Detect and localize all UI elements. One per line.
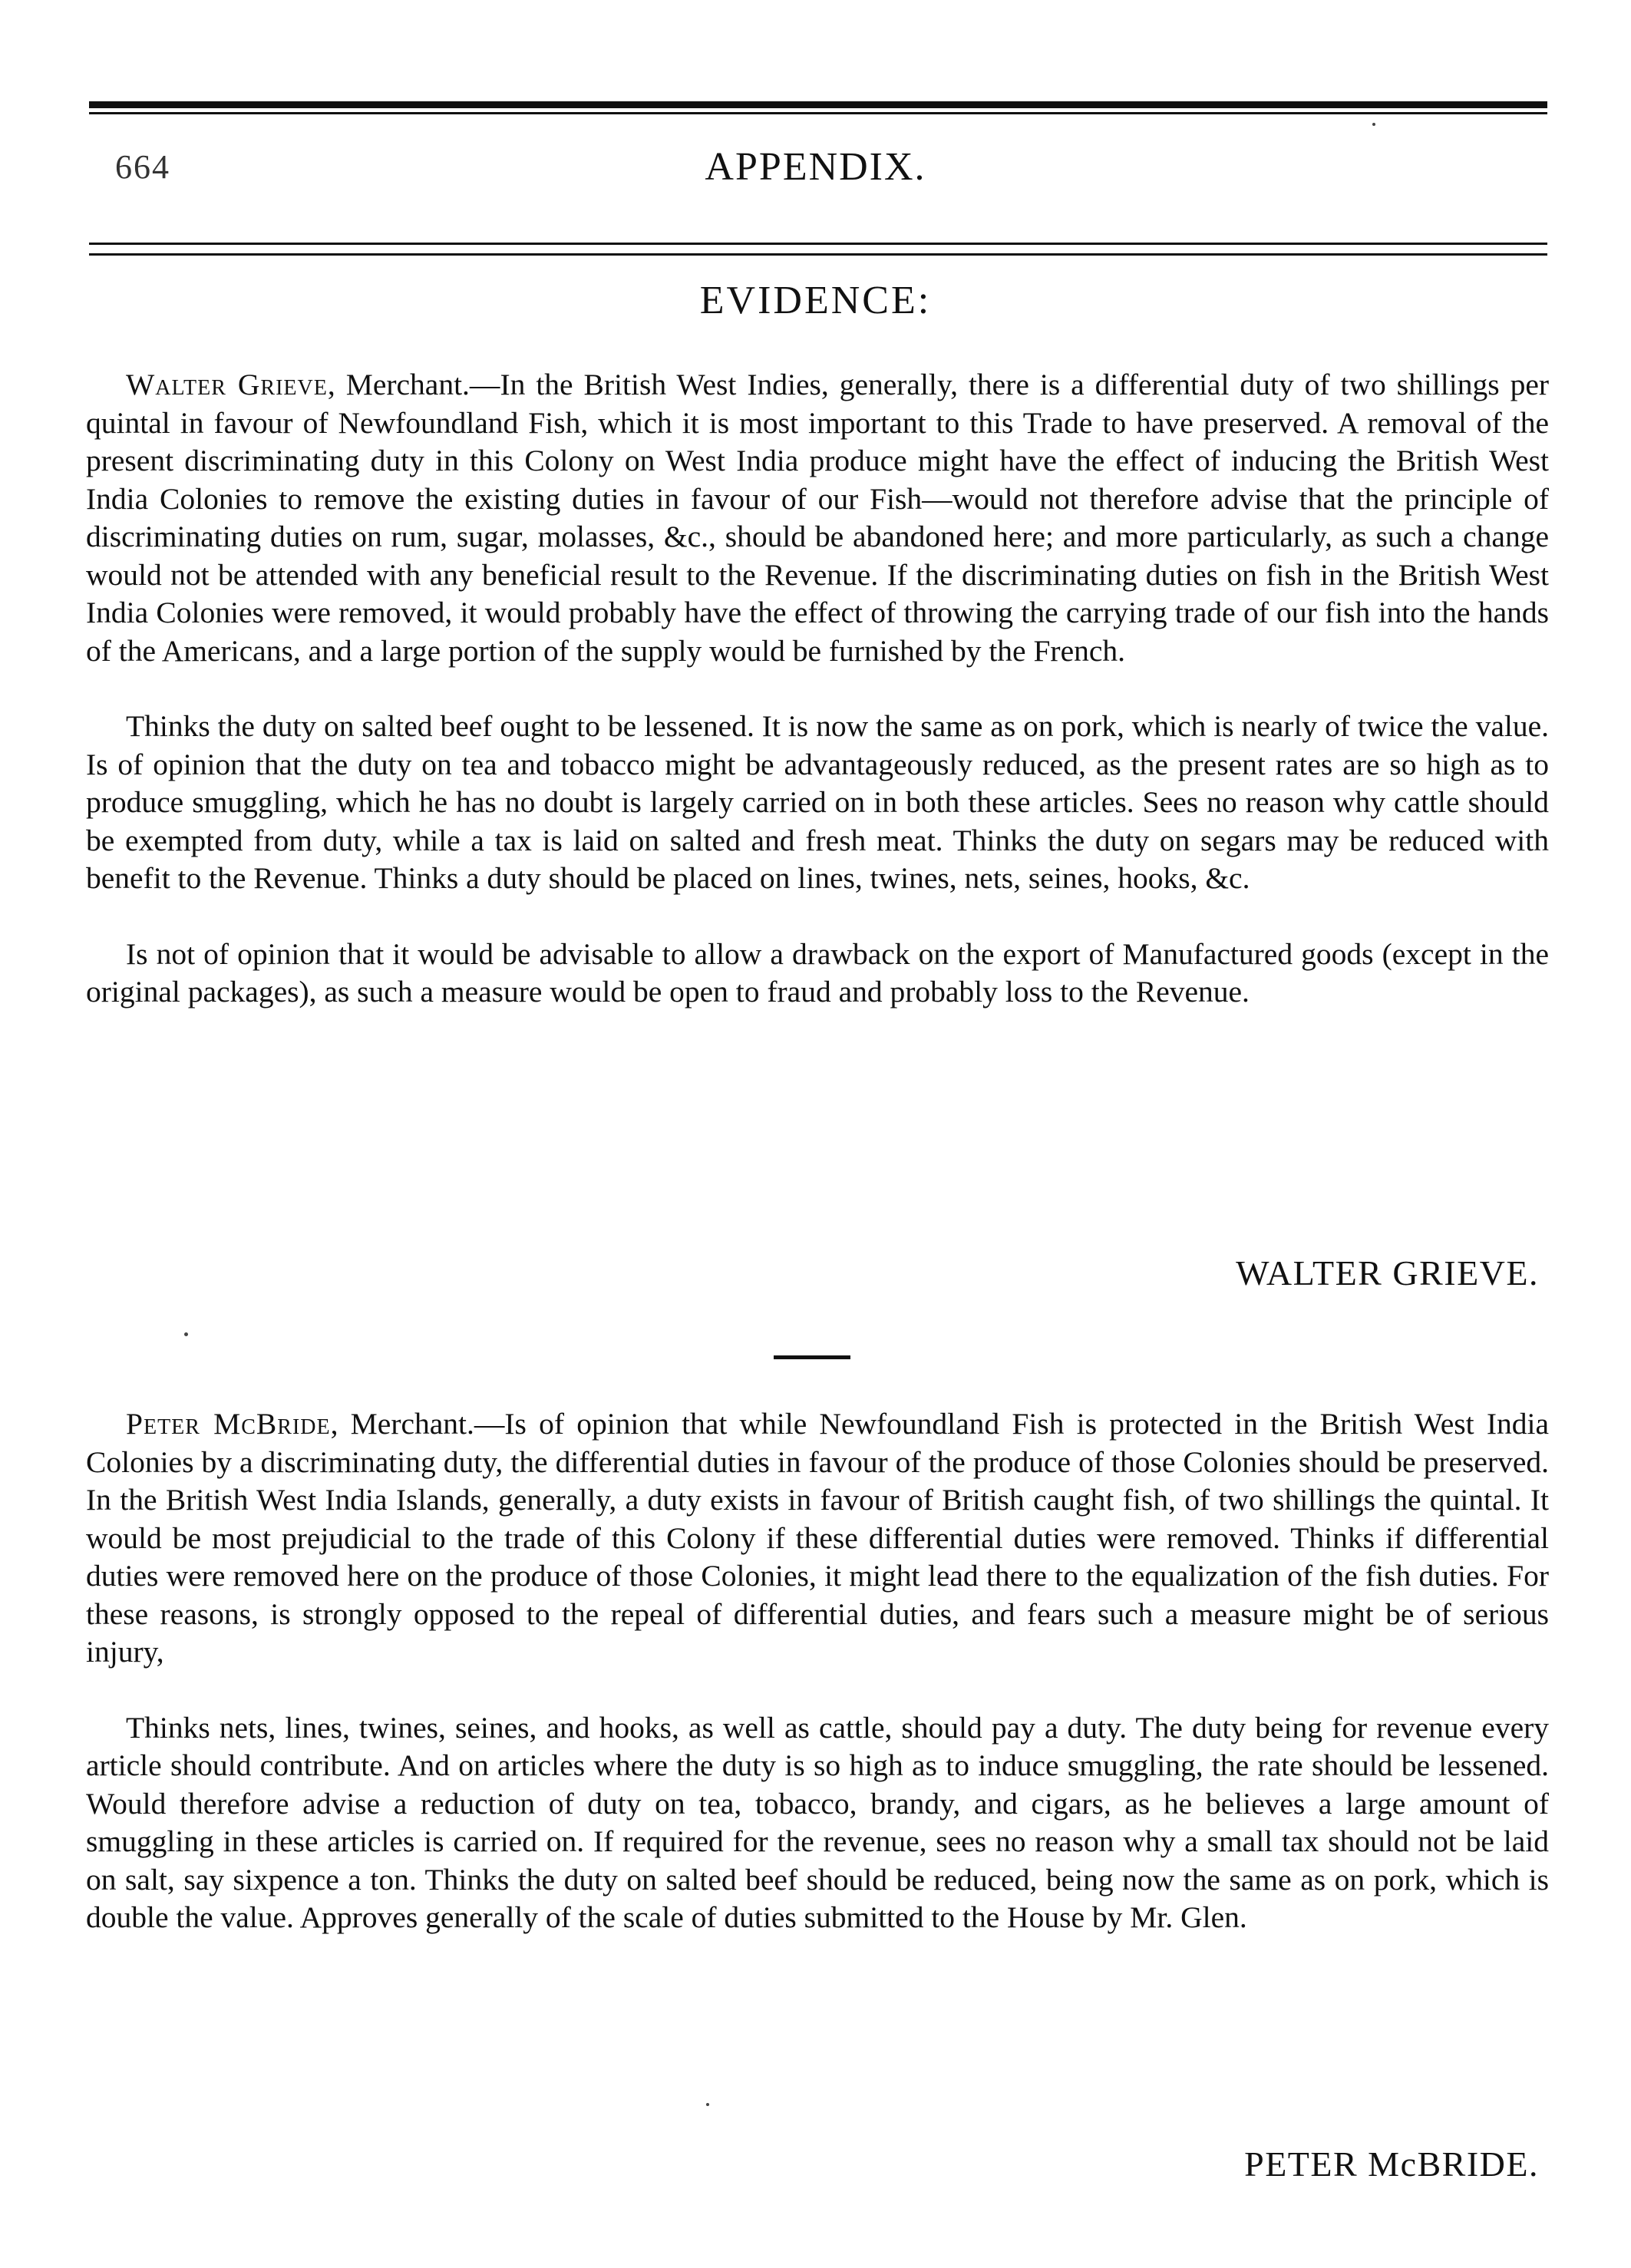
header-rule-bottom-second xyxy=(89,253,1547,256)
section-title: EVIDENCE: xyxy=(699,279,932,322)
header-rule-top-thin xyxy=(89,112,1547,114)
signature-walter-grieve: WALTER GRIEVE. xyxy=(1236,1253,1539,1292)
header-rule-top xyxy=(89,101,1547,108)
running-head: APPENDIX. xyxy=(705,145,926,189)
testimony-walter-grieve xyxy=(86,366,1549,1012)
testimony-paragraph: Thinks nets, lines, twines, seines, and hooks, as well as cattle, should pay a duty. The duty being for revenue every article should contribute. And on articles where the duty is so high as to induce smuggling, the rate should be lessened. Would therefore advise a reduction of duty on tea, tobacco, brandy, and cigars, as he believes a large amount of smuggling in these articles is carried on. If required for the revenue, sees no reason why a small tax should not be laid on salt, say sixpence a ton. Thinks the duty on salted beef should be reduced, being now the same as on pork, which is double the value. Approves generally of the scale of duties submitted to the House by Mr. Glen. xyxy=(86,1710,1549,1934)
paragraph-text: Is of opinion that while Newfoundland Fish is protected in the British West India Colonies by a discriminating duty, the differential duties in favour of the produce of those Colonies should be preserved. In the British West India Islands, generally, a duty exists in favour of British caught fish, of two shillings the quintal. It would be most prejudicial to the trade of this Colony if these differential duties were removed. Thinks if differential duties were removed here on the produce of those Colonies, it might lead there to the equalization of the fish duties. For these reasons, is strongly opposed to the repeal of differential duties, and fears such a measure might be of serious injury, xyxy=(86,1407,1549,1669)
scan-speck xyxy=(1372,123,1375,126)
witness-role: , Merchant.— xyxy=(330,1407,505,1441)
testimony-paragraph: Is not of opinion that it would be advisable to allow a drawback on the export of Manufactured goods (except in the original packages), as such a measure would be open to fraud and probably loss to the Revenue. xyxy=(86,936,1549,1009)
scan-speck xyxy=(706,2103,709,2106)
testimony-paragraph xyxy=(86,366,1549,670)
testimony-paragraph: Thinks the duty on salted beef ought to be lessened. It is now the same as on pork, which is nearly of twice the value. Is of opinion that the duty on tea and tobacco might be advantageously reduced, as the present rates are so high as to produce smuggling, which he has no doubt is largely carried on in both these articles. Sees no reason why cattle should be exempted from duty, while a tax is laid on salted and fresh meat. Thinks the duty on segars may be reduced with benefit to the Revenue. Thinks a duty should be placed on lines, twines, nets, seines, hooks, &c. xyxy=(86,709,1549,895)
witness-role: , Merchant.— xyxy=(327,368,500,401)
witness-name: Peter McBride xyxy=(126,1407,331,1441)
witness-name: Walter Grieve xyxy=(126,368,328,401)
signature-peter-mcbride: PETER McBRIDE. xyxy=(1244,2144,1539,2184)
scan-speck xyxy=(184,1332,188,1336)
header-rule-bottom xyxy=(89,243,1547,245)
paragraph-text: In the British West Indies, generally, there is a differential duty of two shillings per quintal in favour of Newfoundland Fish, which it is most important to this Trade to have preserved. A removal of the present discriminating duty in this Colony on West India produce might have the effect of inducing the British West India Colonies to remove the existing duties in favour of our Fish—would not therefore advise that the principle of discriminating duties on rum, sugar, molasses, &c., should be abandoned here; and more particularly, as such a change would not be attended with any beneficial result to the Revenue. If the discriminating duties on fish in the British West India Colonies were removed, it would probably have the effect of throwing the carrying trade of our fish into the hands of the Americans, and a large portion of the supply would be furnished by the French. xyxy=(86,368,1550,668)
testimony-paragraph xyxy=(86,1405,1549,1672)
section-separator xyxy=(774,1355,850,1359)
testimony-peter-mcbride xyxy=(86,1405,1549,1937)
page-number: 664 xyxy=(115,148,170,186)
